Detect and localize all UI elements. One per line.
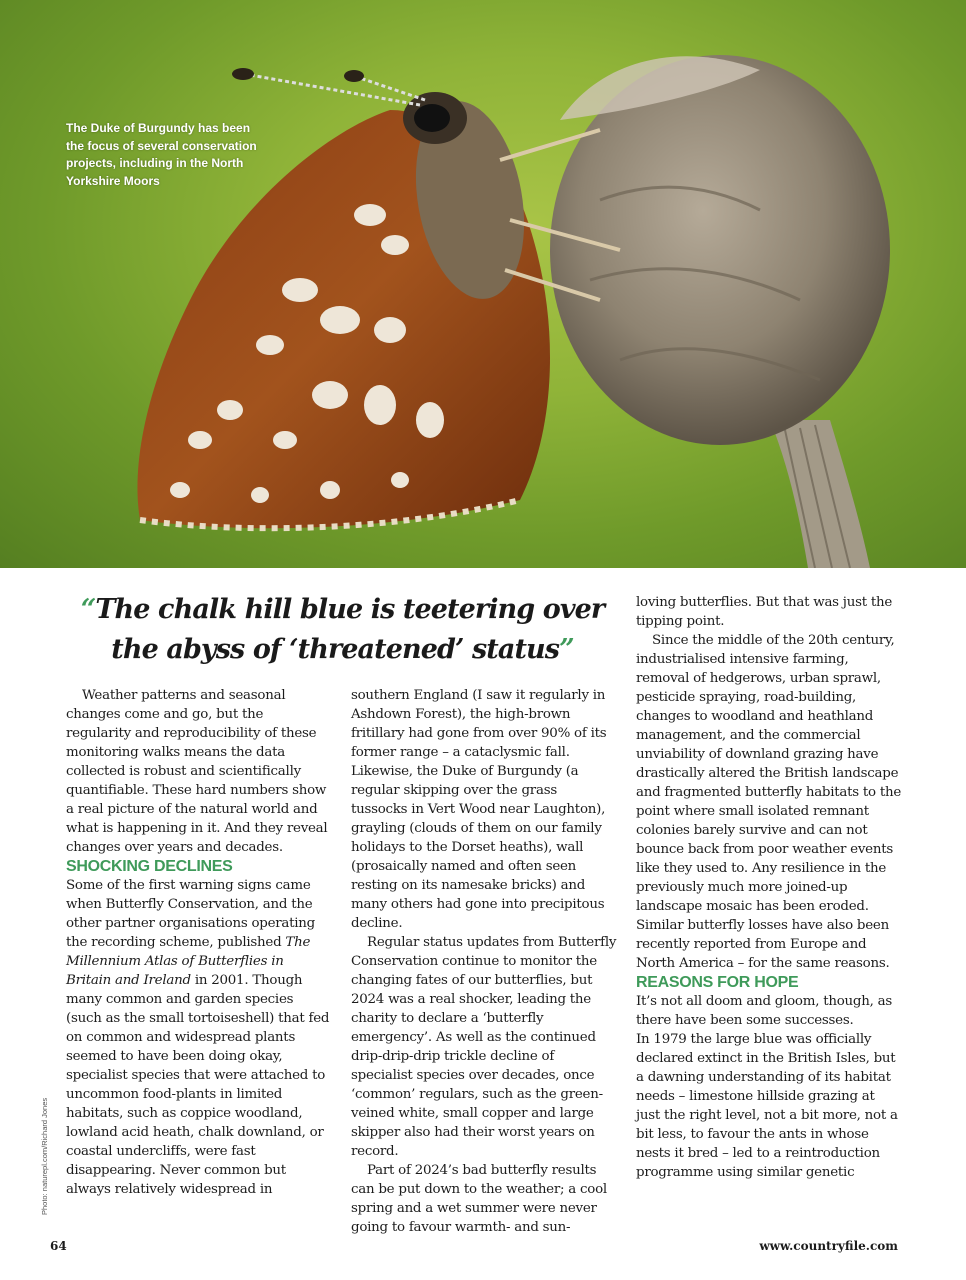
butterfly-illustration bbox=[0, 0, 966, 568]
photo-credit: Photo: naturepl.com/Richard Jones bbox=[40, 1097, 49, 1215]
page-number: 64 bbox=[50, 1239, 67, 1253]
article-column-2 bbox=[351, 686, 617, 1237]
article-column-3 bbox=[636, 593, 902, 1182]
paragraph-text: in 2001. Though many common and garden species (such as the small tortoiseshell) that fed on common and widespread plants seemed to have been doing okay, specialist species that were attached to uncommon food-plants in limited habitats, such as coppice woodland, lowland acid heath, chalk downland, or coastal undercliffs, were fast disappearing. Never common but always relatively widespread in bbox=[66, 973, 330, 1197]
paragraph: Regular status updates from Butterfly Conservation continue to monitor the changing fates of our butterflies, but 2024 was a real shocker, leading the charity to declare a ‘butterfly emergency’. As well as the continued drip-drip-drip trickle decline of specialist species over decades, once ‘common’ regulars, such as the green-veined white, small copper and large skipper also had their worst years on record. bbox=[351, 935, 617, 1159]
paragraph: southern England (I saw it regularly in Ashdown Forest), the high-brown fritillary had gone from over 90% of its former range – a cataclysmic fall. Likewise, the Duke of Burgundy (a regular skipping over the grass tussocks in Vert Wood near Laughton), grayling (clouds of them on our family holidays to the Dorset heaths), wall (prosaically named and often seen resting on its namesake bricks) and many others had gone into precipitous decline. bbox=[351, 688, 607, 931]
open-quote-mark: “ bbox=[80, 594, 96, 625]
pull-quote bbox=[60, 590, 625, 670]
article-column-1 bbox=[66, 686, 332, 1199]
book-title: The Millennium Atlas of Butterflies in Britain and Ireland bbox=[66, 935, 311, 988]
paragraph: Part of 2024’s bad butterfly results can be put down to the weather; a cool spring and a wet summer were never going to favour warmth- and sun- bbox=[351, 1163, 607, 1235]
paragraph: In 1979 the large blue was officially declared extinct in the British Isles, but a dawning understanding of its habitat needs – limestone hillside grazing at just the right level, not a bit more, not a bit less, to favour the ants in whose nests it bred – led to a reintroduction programme using similar genetic bbox=[636, 1032, 898, 1180]
subheading-shocking-declines: SHOCKING DECLINES bbox=[66, 858, 233, 875]
hero-photo bbox=[0, 0, 966, 568]
pull-quote-text: The chalk hill blue is teetering over the abyss of ‘threatened’ status bbox=[95, 594, 605, 665]
paragraph: Since the middle of the 20th century, industrialised intensive farming, removal of hedgerows, urban sprawl, pesticide spraying, road-building, changes to woodland and heathland management, and the commercial unviability of downland grazing have drastically altered the British landscape and fragmented butterfly habitats to the point where small isolated remnant colonies barely survive and can not bounce back from poor weather events like they used to. Any resilience in the previously much more joined-up landscape mosaic has been eroded. Similar butterfly losses have also been recently reported from Europe and North America – for the same reasons. bbox=[636, 633, 902, 971]
paragraph: Weather patterns and seasonal changes come and go, but the regularity and reproducibility of these monitoring walks means the data collected is robust and scientifically quantifiable. These hard numbers show a real picture of the natural world and what is happening in it. And they reveal changes over years and decades. bbox=[66, 688, 328, 855]
paragraph-text: Some of the first warning signs came when Butterfly Conservation, and the other partner organisations operating the recording scheme, published bbox=[66, 878, 316, 950]
paragraph: loving butterflies. But that was just the tipping point. bbox=[636, 595, 893, 629]
paragraph: It’s not all doom and gloom, though, as there have been some successes. bbox=[636, 994, 892, 1028]
subheading-reasons-for-hope: REASONS FOR HOPE bbox=[636, 974, 799, 991]
website-url: www.countryfile.com bbox=[759, 1239, 898, 1253]
close-quote-mark: ” bbox=[559, 634, 574, 665]
photo-caption: The Duke of Burgundy has been the focus of several conservation projects, including in the North Yorkshire Moors bbox=[66, 121, 257, 188]
paragraph bbox=[66, 876, 332, 1199]
